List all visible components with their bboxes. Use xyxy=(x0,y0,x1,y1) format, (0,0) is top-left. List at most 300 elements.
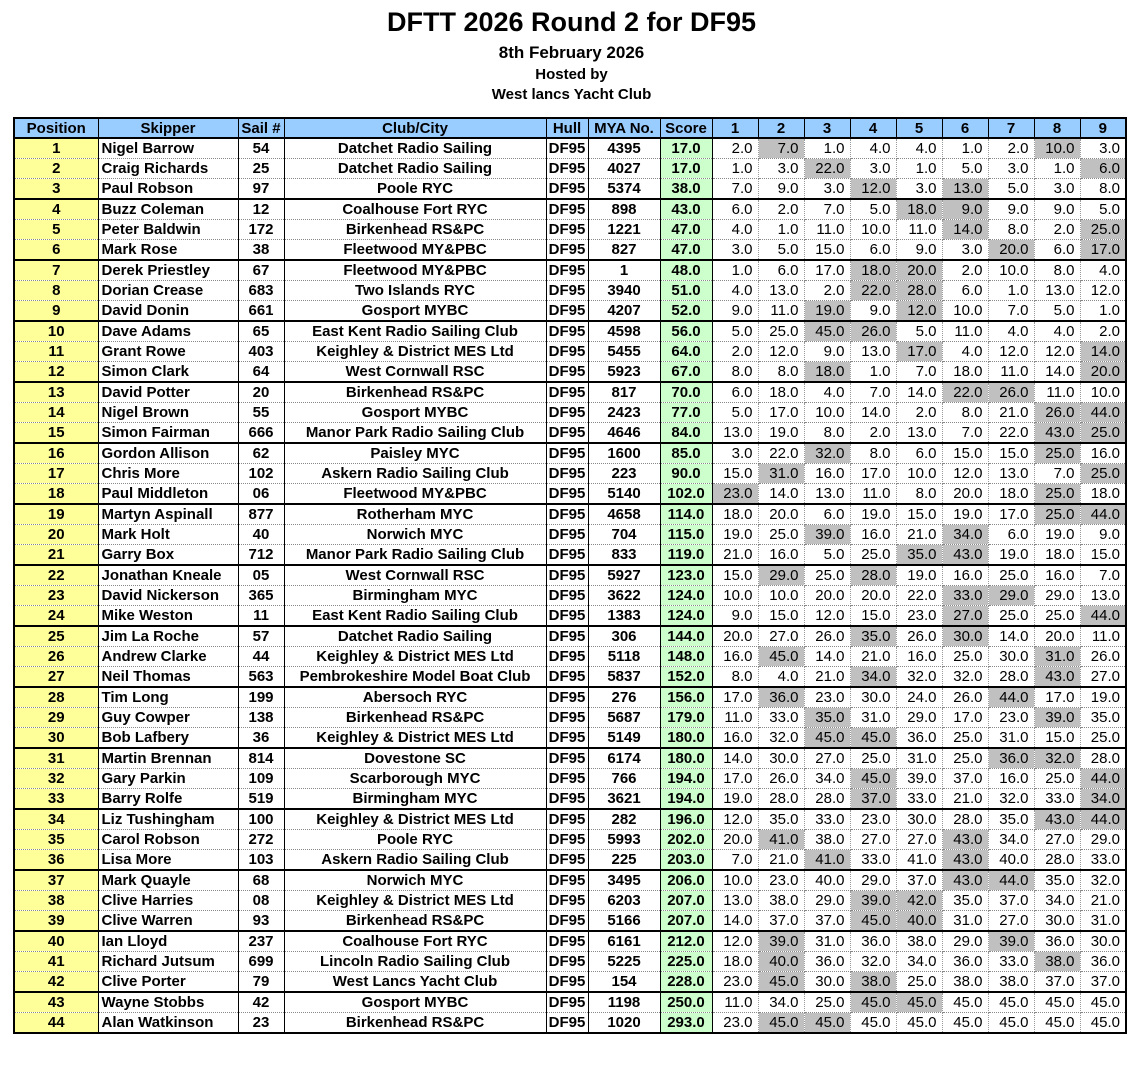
race-2-cell: 2.0 xyxy=(758,199,804,220)
hosted-by-label: Hosted by xyxy=(535,66,608,83)
score-cell: 51.0 xyxy=(660,281,712,301)
race-8-cell: 11.0 xyxy=(1034,382,1080,403)
race-9-cell: 9.0 xyxy=(1080,525,1126,545)
skipper-cell: Lisa More xyxy=(98,850,238,871)
mya-number-cell: 3622 xyxy=(588,586,660,606)
race-8-cell: 25.0 xyxy=(1034,484,1080,505)
position-cell: 1 xyxy=(14,138,98,159)
race-6-cell: 18.0 xyxy=(942,362,988,383)
race-7-cell: 44.0 xyxy=(988,870,1034,891)
race-2-cell: 10.0 xyxy=(758,586,804,606)
race-8-cell: 27.0 xyxy=(1034,830,1080,850)
race-8-cell: 10.0 xyxy=(1034,138,1080,159)
race-6-cell: 8.0 xyxy=(942,403,988,423)
race-5-cell: 27.0 xyxy=(896,830,942,850)
hull-cell: DF95 xyxy=(546,586,588,606)
race-9-cell: 45.0 xyxy=(1080,992,1126,1013)
race-9-cell: 6.0 xyxy=(1080,159,1126,179)
race-7-cell: 14.0 xyxy=(988,626,1034,647)
race-8-cell: 18.0 xyxy=(1034,545,1080,566)
skipper-cell: Mark Rose xyxy=(98,240,238,261)
skipper-cell: Garry Box xyxy=(98,545,238,566)
hull-cell: DF95 xyxy=(546,504,588,525)
race-7-cell: 19.0 xyxy=(988,545,1034,566)
race-1-cell: 14.0 xyxy=(712,911,758,932)
race-8-cell: 25.0 xyxy=(1034,504,1080,525)
table-row xyxy=(14,464,1126,484)
race-4-cell: 45.0 xyxy=(850,992,896,1013)
club-cell: Manor Park Radio Sailing Club xyxy=(284,545,546,566)
race-8-cell: 1.0 xyxy=(1034,159,1080,179)
sail-number-cell: 138 xyxy=(238,708,284,728)
position-cell: 14 xyxy=(14,403,98,423)
race-1-cell: 4.0 xyxy=(712,220,758,240)
race-7-cell: 37.0 xyxy=(988,891,1034,911)
table-row xyxy=(14,687,1126,708)
race-6-cell: 27.0 xyxy=(942,606,988,627)
score-cell: 202.0 xyxy=(660,830,712,850)
race-2-cell: 26.0 xyxy=(758,769,804,789)
hull-cell: DF95 xyxy=(546,220,588,240)
hull-cell: DF95 xyxy=(546,321,588,342)
race-1-cell: 7.0 xyxy=(712,179,758,200)
mya-number-cell: 3495 xyxy=(588,870,660,891)
race-4-cell: 34.0 xyxy=(850,667,896,688)
race-7-cell: 26.0 xyxy=(988,382,1034,403)
race-8-cell: 20.0 xyxy=(1034,626,1080,647)
race-2-cell: 11.0 xyxy=(758,301,804,322)
race-7-cell: 25.0 xyxy=(988,606,1034,627)
race-5-cell: 23.0 xyxy=(896,606,942,627)
club-cell: West Cornwall RSC xyxy=(284,362,546,383)
club-cell: Keighley & District MES Ltd xyxy=(284,647,546,667)
table-row xyxy=(14,525,1126,545)
hull-cell: DF95 xyxy=(546,626,588,647)
race-7-cell: 34.0 xyxy=(988,830,1034,850)
race-6-cell: 14.0 xyxy=(942,220,988,240)
race-2-cell: 37.0 xyxy=(758,911,804,932)
race-7-cell: 32.0 xyxy=(988,789,1034,810)
race-8-cell: 43.0 xyxy=(1034,809,1080,830)
score-cell: 144.0 xyxy=(660,626,712,647)
hull-cell: DF95 xyxy=(546,931,588,952)
skipper-cell: Richard Jutsum xyxy=(98,952,238,972)
position-cell: 28 xyxy=(14,687,98,708)
table-row xyxy=(14,931,1126,952)
race-1-cell: 16.0 xyxy=(712,728,758,749)
race-8-cell: 32.0 xyxy=(1034,748,1080,769)
race-5-cell: 45.0 xyxy=(896,1013,942,1034)
race-8-cell: 16.0 xyxy=(1034,565,1080,586)
race-2-cell: 15.0 xyxy=(758,606,804,627)
race-8-cell: 36.0 xyxy=(1034,931,1080,952)
skipper-cell: David Nickerson xyxy=(98,586,238,606)
race-6-cell: 15.0 xyxy=(942,443,988,464)
race-1-cell: 15.0 xyxy=(712,565,758,586)
race-4-cell: 32.0 xyxy=(850,952,896,972)
race-5-cell: 20.0 xyxy=(896,260,942,281)
sail-number-cell: 08 xyxy=(238,891,284,911)
race-1-cell: 20.0 xyxy=(712,626,758,647)
column-header-race-9: 9 xyxy=(1080,118,1126,138)
table-row xyxy=(14,342,1126,362)
race-3-cell: 17.0 xyxy=(804,260,850,281)
table-row xyxy=(14,667,1126,688)
sail-number-cell: 272 xyxy=(238,830,284,850)
skipper-cell: Ian Lloyd xyxy=(98,931,238,952)
skipper-cell: Simon Clark xyxy=(98,362,238,383)
race-2-cell: 39.0 xyxy=(758,931,804,952)
hull-cell: DF95 xyxy=(546,992,588,1013)
mya-number-cell: 5927 xyxy=(588,565,660,586)
race-4-cell: 39.0 xyxy=(850,891,896,911)
mya-number-cell: 223 xyxy=(588,464,660,484)
race-3-cell: 36.0 xyxy=(804,952,850,972)
mya-number-cell: 282 xyxy=(588,809,660,830)
race-8-cell: 31.0 xyxy=(1034,647,1080,667)
race-9-cell: 11.0 xyxy=(1080,626,1126,647)
sail-number-cell: 38 xyxy=(238,240,284,261)
club-cell: East Kent Radio Sailing Club xyxy=(284,606,546,627)
hull-cell: DF95 xyxy=(546,911,588,932)
position-cell: 23 xyxy=(14,586,98,606)
mya-number-cell: 827 xyxy=(588,240,660,261)
club-cell: Poole RYC xyxy=(284,179,546,200)
race-2-cell: 17.0 xyxy=(758,403,804,423)
race-5-cell: 15.0 xyxy=(896,504,942,525)
skipper-cell: Tim Long xyxy=(98,687,238,708)
club-cell: Keighley & District MES Ltd xyxy=(284,342,546,362)
position-cell: 11 xyxy=(14,342,98,362)
sail-number-cell: 814 xyxy=(238,748,284,769)
race-4-cell: 3.0 xyxy=(850,159,896,179)
race-5-cell: 29.0 xyxy=(896,708,942,728)
race-7-cell: 5.0 xyxy=(988,179,1034,200)
race-3-cell: 20.0 xyxy=(804,586,850,606)
skipper-cell: David Potter xyxy=(98,382,238,403)
race-3-cell: 8.0 xyxy=(804,423,850,444)
hull-cell: DF95 xyxy=(546,565,588,586)
race-2-cell: 35.0 xyxy=(758,809,804,830)
club-cell: Keighley & District MES Ltd xyxy=(284,809,546,830)
race-7-cell: 29.0 xyxy=(988,586,1034,606)
column-header-sail-number: Sail # xyxy=(238,118,284,138)
race-6-cell: 25.0 xyxy=(942,647,988,667)
mya-number-cell: 5374 xyxy=(588,179,660,200)
table-row xyxy=(14,260,1126,281)
score-cell: 179.0 xyxy=(660,708,712,728)
race-1-cell: 23.0 xyxy=(712,1013,758,1034)
race-2-cell: 25.0 xyxy=(758,321,804,342)
race-6-cell: 43.0 xyxy=(942,870,988,891)
table-row xyxy=(14,708,1126,728)
table-row xyxy=(14,220,1126,240)
race-8-cell: 33.0 xyxy=(1034,789,1080,810)
score-cell: 90.0 xyxy=(660,464,712,484)
race-1-cell: 9.0 xyxy=(712,301,758,322)
race-4-cell: 20.0 xyxy=(850,586,896,606)
race-9-cell: 34.0 xyxy=(1080,789,1126,810)
hull-cell: DF95 xyxy=(546,647,588,667)
race-1-cell: 4.0 xyxy=(712,281,758,301)
position-cell: 3 xyxy=(14,179,98,200)
race-6-cell: 7.0 xyxy=(942,423,988,444)
position-cell: 4 xyxy=(14,199,98,220)
position-cell: 25 xyxy=(14,626,98,647)
score-cell: 250.0 xyxy=(660,992,712,1013)
race-9-cell: 21.0 xyxy=(1080,891,1126,911)
position-cell: 8 xyxy=(14,281,98,301)
race-9-cell: 33.0 xyxy=(1080,850,1126,871)
hull-cell: DF95 xyxy=(546,728,588,749)
race-7-cell: 20.0 xyxy=(988,240,1034,261)
table-row xyxy=(14,179,1126,200)
score-cell: 293.0 xyxy=(660,1013,712,1034)
score-cell: 85.0 xyxy=(660,443,712,464)
race-1-cell: 20.0 xyxy=(712,830,758,850)
race-3-cell: 33.0 xyxy=(804,809,850,830)
race-2-cell: 33.0 xyxy=(758,708,804,728)
race-4-cell: 36.0 xyxy=(850,931,896,952)
score-cell: 17.0 xyxy=(660,138,712,159)
race-8-cell: 35.0 xyxy=(1034,870,1080,891)
hull-cell: DF95 xyxy=(546,484,588,505)
sail-number-cell: 237 xyxy=(238,931,284,952)
sail-number-cell: 12 xyxy=(238,199,284,220)
mya-number-cell: 5837 xyxy=(588,667,660,688)
race-3-cell: 28.0 xyxy=(804,789,850,810)
mya-number-cell: 6203 xyxy=(588,891,660,911)
race-3-cell: 10.0 xyxy=(804,403,850,423)
race-4-cell: 16.0 xyxy=(850,525,896,545)
race-6-cell: 16.0 xyxy=(942,565,988,586)
race-5-cell: 6.0 xyxy=(896,443,942,464)
position-cell: 2 xyxy=(14,159,98,179)
race-6-cell: 21.0 xyxy=(942,789,988,810)
sail-number-cell: 55 xyxy=(238,403,284,423)
race-2-cell: 19.0 xyxy=(758,423,804,444)
race-3-cell: 12.0 xyxy=(804,606,850,627)
position-cell: 32 xyxy=(14,769,98,789)
club-cell: East Kent Radio Sailing Club xyxy=(284,321,546,342)
race-8-cell: 17.0 xyxy=(1034,687,1080,708)
race-4-cell: 31.0 xyxy=(850,708,896,728)
race-1-cell: 9.0 xyxy=(712,606,758,627)
race-3-cell: 16.0 xyxy=(804,464,850,484)
race-7-cell: 11.0 xyxy=(988,362,1034,383)
skipper-cell: David Donin xyxy=(98,301,238,322)
hull-cell: DF95 xyxy=(546,952,588,972)
host-club: West lancs Yacht Club xyxy=(491,86,652,103)
race-6-cell: 1.0 xyxy=(942,138,988,159)
skipper-cell: Barry Rolfe xyxy=(98,789,238,810)
race-6-cell: 45.0 xyxy=(942,992,988,1013)
race-7-cell: 38.0 xyxy=(988,972,1034,993)
score-cell: 38.0 xyxy=(660,179,712,200)
race-1-cell: 19.0 xyxy=(712,525,758,545)
race-7-cell: 12.0 xyxy=(988,342,1034,362)
race-3-cell: 26.0 xyxy=(804,626,850,647)
sail-number-cell: 40 xyxy=(238,525,284,545)
race-4-cell: 15.0 xyxy=(850,606,896,627)
table-row xyxy=(14,443,1126,464)
position-cell: 17 xyxy=(14,464,98,484)
race-2-cell: 7.0 xyxy=(758,138,804,159)
race-7-cell: 2.0 xyxy=(988,138,1034,159)
race-1-cell: 21.0 xyxy=(712,545,758,566)
mya-number-cell: 5687 xyxy=(588,708,660,728)
race-2-cell: 41.0 xyxy=(758,830,804,850)
race-1-cell: 6.0 xyxy=(712,199,758,220)
race-7-cell: 25.0 xyxy=(988,565,1034,586)
race-8-cell: 7.0 xyxy=(1034,464,1080,484)
table-row xyxy=(14,830,1126,850)
race-1-cell: 14.0 xyxy=(712,748,758,769)
race-3-cell: 45.0 xyxy=(804,321,850,342)
club-cell: Norwich MYC xyxy=(284,525,546,545)
race-5-cell: 10.0 xyxy=(896,464,942,484)
race-6-cell: 25.0 xyxy=(942,728,988,749)
mya-number-cell: 1198 xyxy=(588,992,660,1013)
position-cell: 18 xyxy=(14,484,98,505)
hull-cell: DF95 xyxy=(546,769,588,789)
race-9-cell: 44.0 xyxy=(1080,769,1126,789)
skipper-cell: Gordon Allison xyxy=(98,443,238,464)
race-7-cell: 16.0 xyxy=(988,769,1034,789)
hull-cell: DF95 xyxy=(546,850,588,871)
race-5-cell: 26.0 xyxy=(896,626,942,647)
race-3-cell: 14.0 xyxy=(804,647,850,667)
race-3-cell: 30.0 xyxy=(804,972,850,993)
race-8-cell: 4.0 xyxy=(1034,321,1080,342)
position-cell: 21 xyxy=(14,545,98,566)
race-5-cell: 12.0 xyxy=(896,301,942,322)
hull-cell: DF95 xyxy=(546,159,588,179)
race-4-cell: 25.0 xyxy=(850,545,896,566)
race-3-cell: 4.0 xyxy=(804,382,850,403)
race-9-cell: 7.0 xyxy=(1080,565,1126,586)
race-9-cell: 20.0 xyxy=(1080,362,1126,383)
race-6-cell: 38.0 xyxy=(942,972,988,993)
column-header-hull: Hull xyxy=(546,118,588,138)
race-8-cell: 30.0 xyxy=(1034,911,1080,932)
skipper-cell: Martyn Aspinall xyxy=(98,504,238,525)
race-6-cell: 10.0 xyxy=(942,301,988,322)
skipper-cell: Mike Weston xyxy=(98,606,238,627)
position-cell: 10 xyxy=(14,321,98,342)
race-7-cell: 15.0 xyxy=(988,443,1034,464)
skipper-cell: Wayne Stobbs xyxy=(98,992,238,1013)
mya-number-cell: 1221 xyxy=(588,220,660,240)
race-9-cell: 1.0 xyxy=(1080,301,1126,322)
race-1-cell: 17.0 xyxy=(712,769,758,789)
race-3-cell: 5.0 xyxy=(804,545,850,566)
hull-cell: DF95 xyxy=(546,260,588,281)
race-3-cell: 34.0 xyxy=(804,769,850,789)
race-8-cell: 45.0 xyxy=(1034,992,1080,1013)
race-5-cell: 13.0 xyxy=(896,423,942,444)
race-9-cell: 44.0 xyxy=(1080,403,1126,423)
race-5-cell: 14.0 xyxy=(896,382,942,403)
table-row xyxy=(14,809,1126,830)
race-2-cell: 13.0 xyxy=(758,281,804,301)
score-cell: 207.0 xyxy=(660,891,712,911)
club-cell: West Cornwall RSC xyxy=(284,565,546,586)
hull-cell: DF95 xyxy=(546,809,588,830)
race-6-cell: 20.0 xyxy=(942,484,988,505)
race-6-cell: 32.0 xyxy=(942,667,988,688)
race-1-cell: 19.0 xyxy=(712,789,758,810)
race-4-cell: 7.0 xyxy=(850,382,896,403)
column-header-race-7: 7 xyxy=(988,118,1034,138)
club-cell: Birkenhead RS&PC xyxy=(284,911,546,932)
race-1-cell: 23.0 xyxy=(712,484,758,505)
mya-number-cell: 2423 xyxy=(588,403,660,423)
race-6-cell: 30.0 xyxy=(942,626,988,647)
race-5-cell: 40.0 xyxy=(896,911,942,932)
race-7-cell: 36.0 xyxy=(988,748,1034,769)
table-row xyxy=(14,911,1126,932)
club-cell: Scarborough MYC xyxy=(284,769,546,789)
table-row xyxy=(14,769,1126,789)
score-cell: 115.0 xyxy=(660,525,712,545)
race-5-cell: 38.0 xyxy=(896,931,942,952)
race-6-cell: 36.0 xyxy=(942,952,988,972)
position-cell: 29 xyxy=(14,708,98,728)
race-1-cell: 12.0 xyxy=(712,809,758,830)
club-cell: Keighley & District MES Ltd xyxy=(284,728,546,749)
mya-number-cell: 225 xyxy=(588,850,660,871)
race-6-cell: 29.0 xyxy=(942,931,988,952)
race-4-cell: 27.0 xyxy=(850,830,896,850)
table-row xyxy=(14,199,1126,220)
race-4-cell: 6.0 xyxy=(850,240,896,261)
race-6-cell: 34.0 xyxy=(942,525,988,545)
race-7-cell: 33.0 xyxy=(988,952,1034,972)
race-3-cell: 3.0 xyxy=(804,179,850,200)
skipper-cell: Liz Tushingham xyxy=(98,809,238,830)
race-2-cell: 36.0 xyxy=(758,687,804,708)
race-4-cell: 4.0 xyxy=(850,138,896,159)
race-4-cell: 35.0 xyxy=(850,626,896,647)
race-4-cell: 9.0 xyxy=(850,301,896,322)
club-cell: Birmingham MYC xyxy=(284,586,546,606)
race-1-cell: 13.0 xyxy=(712,423,758,444)
race-9-cell: 16.0 xyxy=(1080,443,1126,464)
sail-number-cell: 403 xyxy=(238,342,284,362)
race-7-cell: 8.0 xyxy=(988,220,1034,240)
race-9-cell: 44.0 xyxy=(1080,809,1126,830)
race-2-cell: 22.0 xyxy=(758,443,804,464)
position-cell: 19 xyxy=(14,504,98,525)
race-9-cell: 29.0 xyxy=(1080,830,1126,850)
race-5-cell: 17.0 xyxy=(896,342,942,362)
sail-number-cell: 519 xyxy=(238,789,284,810)
race-7-cell: 45.0 xyxy=(988,992,1034,1013)
table-row xyxy=(14,586,1126,606)
race-6-cell: 43.0 xyxy=(942,830,988,850)
race-2-cell: 40.0 xyxy=(758,952,804,972)
race-8-cell: 25.0 xyxy=(1034,606,1080,627)
hull-cell: DF95 xyxy=(546,382,588,403)
race-5-cell: 32.0 xyxy=(896,667,942,688)
race-5-cell: 37.0 xyxy=(896,870,942,891)
sail-number-cell: 563 xyxy=(238,667,284,688)
race-3-cell: 1.0 xyxy=(804,138,850,159)
column-header-club: Club/City xyxy=(284,118,546,138)
race-9-cell: 37.0 xyxy=(1080,972,1126,993)
race-6-cell: 9.0 xyxy=(942,199,988,220)
